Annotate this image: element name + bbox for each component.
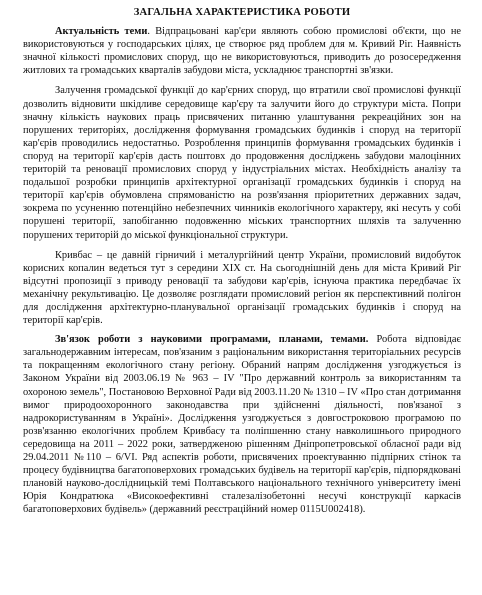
programs-heading: Зв'язок роботи з науковими програмами, планами, темами. — [55, 334, 369, 346]
paragraph-relevance — [23, 25, 461, 77]
paragraph-public-function: Залучення громадської функції до кар'єрних споруд, що втратили свої промислові функції дозволить відновити шкідливе середовище кар'єру та залучити його до структури міста. Попри значну кількість наукових праць присвячених питанню улаштування рекреаційних зон на порушених територіях, дослідження формування громадських будинків і споруд на території кар'єрів проводились недостатньо. Розроблення принципів формування громадських будинків і споруд на території кар'єрів дасть поштовх до продовження досліджень забудови малоцінних територій та реновації промислових споруд у індустріальних містах. Необхідність аналізу та подальшої розробки принципів архітектурної організації громадських будинків і споруд на території кар'єрів обумовлена спрямованістю на розв'язання пріоритетних державних задач, зокрема по усуненню потенційно небезпечних чинників екологічного характеру, які несуть у собі порушені території, запобіганню подовженню міських транспортних шляхів та залученню порушених територій до міської функціональної структури. — [23, 85, 461, 241]
relevance-text: . Відпрацьовані кар'єри являють собою промислові об'єкти, що не використовуються у господарських цілях, це створює ряд проблем для м. Кривий Ріг. Наявність значної кількості промислових споруд, що не використовуються, приводить до розосередження житлових та громадських кварталів забудови міста, ускладнює транспортні зв'язки. — [23, 26, 461, 77]
paragraph-programs — [23, 333, 461, 516]
paragraph-kryvbas: Кривбас – це давній гірничий і металургійний центр України, промисловий видобуток корисних копалин ведеться тут з середини XIX ст. На сьогоднішній день для міста Кривий Ріг відсутні пропозиції з приводу реновації та забудови кар'єрів, існуюча практика передбачає їх механічну рекультивацію. Це дозволяє розглядати промисловий регіон як перспективний полігон для дослідження архітектурно-планувальної організації громадських будинків і споруд на території кар'єрів. — [23, 249, 461, 327]
document-page — [23, 6, 461, 523]
relevance-heading: Актуальність теми — [55, 26, 148, 38]
programs-text: Робота відповідає загальнодержавним інтересам, пов'язаним з раціональним використання територіальних ресурсів та покращенням екологічного стану регіону. Обраний напрям дослідження узгоджується із Законом України від 2003.06.19 № 963 – IV "Про державний контроль за використанням та охороною земель", Постановою Верховної Ради від 2003.11.20 № 1310 – IV «Про стан дотримання вимог природоохоронного законодавства при здійсненні діяльності, пов'язаної з надрокористуванням в Україні». Дослідження узгоджується з довгостроковою програмою по розв'язанню екологічних проблем Кривбасу та поліпшенню стану навколишнього природного середовища на 2011 – 2022 роки, затвердженою рішенням Дніпропетровської обласної ради від 29.04.2011 №110 – 6/VI. Ряд аспектів роботи, присвячених проектуванню підпірних стінок та процесу будівництва багатоповерхових громадських будівель на території кар'єрів, підпорядковані плановій науково-дослідницькій темі Полтавського національного технічного університету імені Юрія Кондратюка «Високоефективні сталезалізобетонні несучі конструкції каркасів багатоповерхових будівель» (державний реєстраційний номер 0115U002418). — [23, 334, 461, 516]
document-title: ЗАГАЛЬНА ХАРАКТЕРИСТИКА РОБОТИ — [133, 7, 351, 18]
